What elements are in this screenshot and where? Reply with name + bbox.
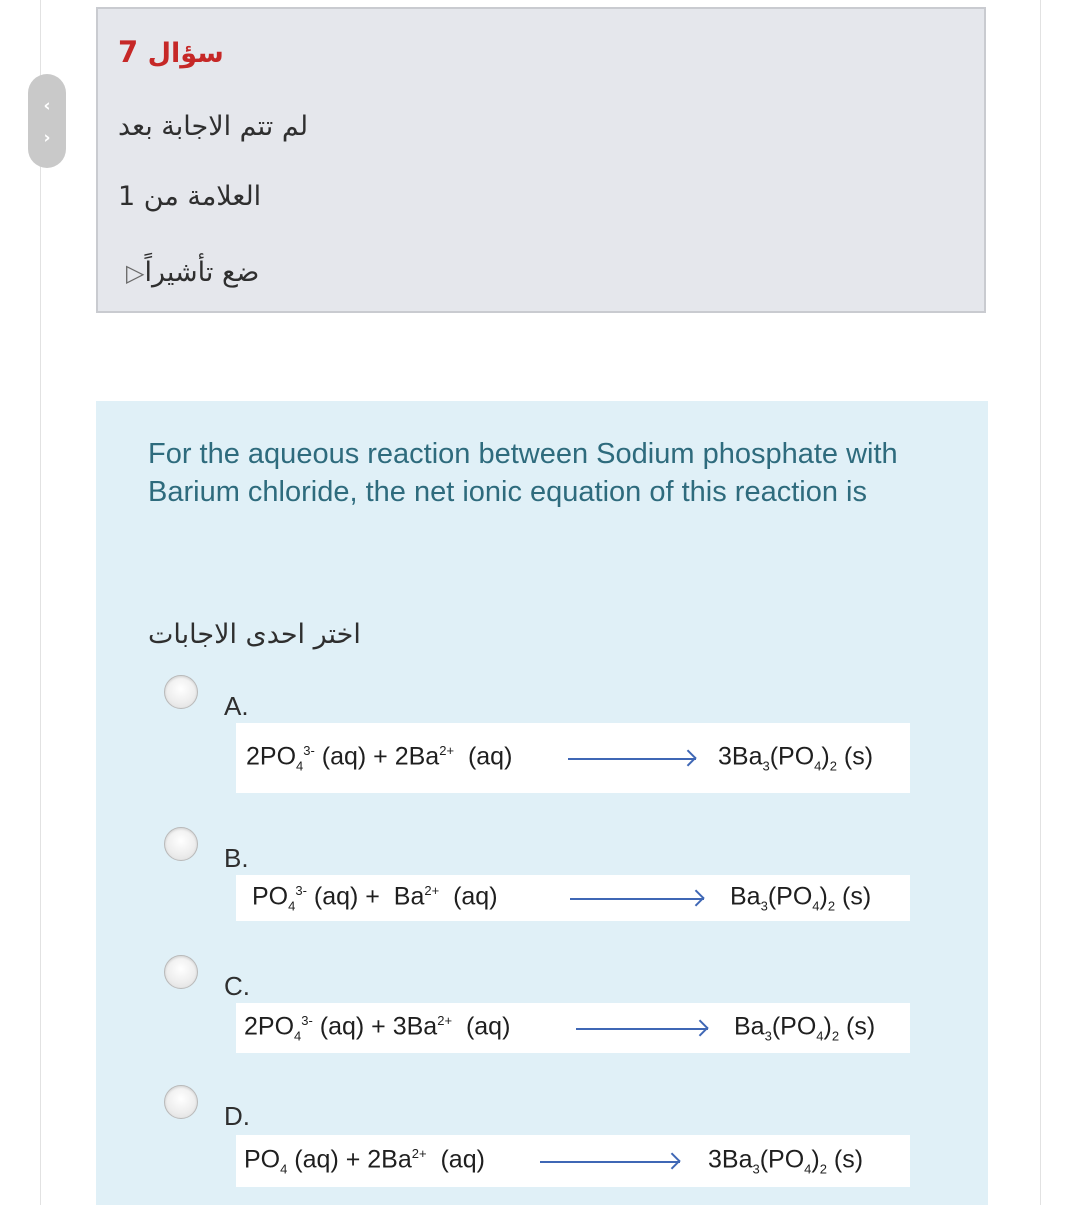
option-a-letter: A.: [224, 691, 249, 721]
option-c-letter: C.: [224, 971, 250, 1001]
reaction-arrow-icon: [570, 898, 704, 900]
reaction-arrow-icon: [568, 758, 696, 760]
question-number: 7: [118, 35, 139, 69]
question-mark: العلامة من 1: [118, 181, 262, 212]
option-b-products: $Ba_3(PO_4)_2$ (s): [730, 882, 872, 914]
flag-icon[interactable]: ▷: [126, 259, 145, 287]
option-b-letter: B.: [224, 843, 249, 873]
option-d-reactants: $PO_4$ $(aq) + 2Ba^{2+}$ (aq): [244, 1145, 485, 1177]
option-a-equation[interactable]: [236, 723, 910, 793]
option-c-reactants: $2PO_4^{3-}$ $(aq) + 3Ba^{2+}$ (aq): [244, 1012, 511, 1044]
option-b-radio[interactable]: [164, 827, 198, 861]
option-b-equation[interactable]: [236, 875, 910, 921]
question-content-panel: [96, 401, 988, 1205]
option-c-equation[interactable]: [236, 1003, 910, 1053]
option-a-radio[interactable]: [164, 675, 198, 709]
option-d-radio[interactable]: [164, 1085, 198, 1119]
option-d-equation[interactable]: [236, 1135, 910, 1187]
reaction-arrow-icon: [540, 1161, 680, 1163]
question-nav-toggle[interactable]: [28, 74, 66, 168]
question-number-heading: [118, 35, 224, 69]
flag-question-link[interactable]: [118, 257, 259, 288]
flag-label[interactable]: ضع تأشيراً: [144, 257, 260, 288]
option-a-products: $3Ba_3(PO_4)_2$ (s): [718, 742, 874, 774]
option-d-products: $3Ba_3(PO_4)_2$ (s): [708, 1145, 864, 1177]
chevron-up-icon[interactable]: ‹: [43, 96, 51, 116]
question-label: سؤال: [147, 38, 224, 69]
option-c-radio[interactable]: [164, 955, 198, 989]
answer-status: لم تتم الاجابة بعد: [118, 111, 309, 142]
right-border-line: [1040, 0, 1041, 1205]
reaction-arrow-icon: [576, 1028, 708, 1030]
choose-answer-prompt: اختر احدى الاجابات: [148, 619, 361, 650]
left-border-line: [40, 0, 41, 1205]
option-a-reactants: $2PO_4^{3-}$ $(aq) + 2Ba^{2+}$ (aq): [246, 742, 513, 774]
option-c-products: $Ba_3(PO_4)_2$ (s): [734, 1012, 876, 1044]
option-b-reactants: $PO_4^{3-}$ $(aq) + Ba^{2+}$ (aq): [252, 882, 498, 914]
question-info-panel: [96, 7, 986, 313]
question-text: For the aqueous reaction between Sodium phosphate with Barium chloride, the net ionic equation of this reaction is: [148, 438, 898, 508]
chevron-down-icon[interactable]: ›: [43, 128, 51, 148]
option-d-letter: D.: [224, 1101, 250, 1131]
